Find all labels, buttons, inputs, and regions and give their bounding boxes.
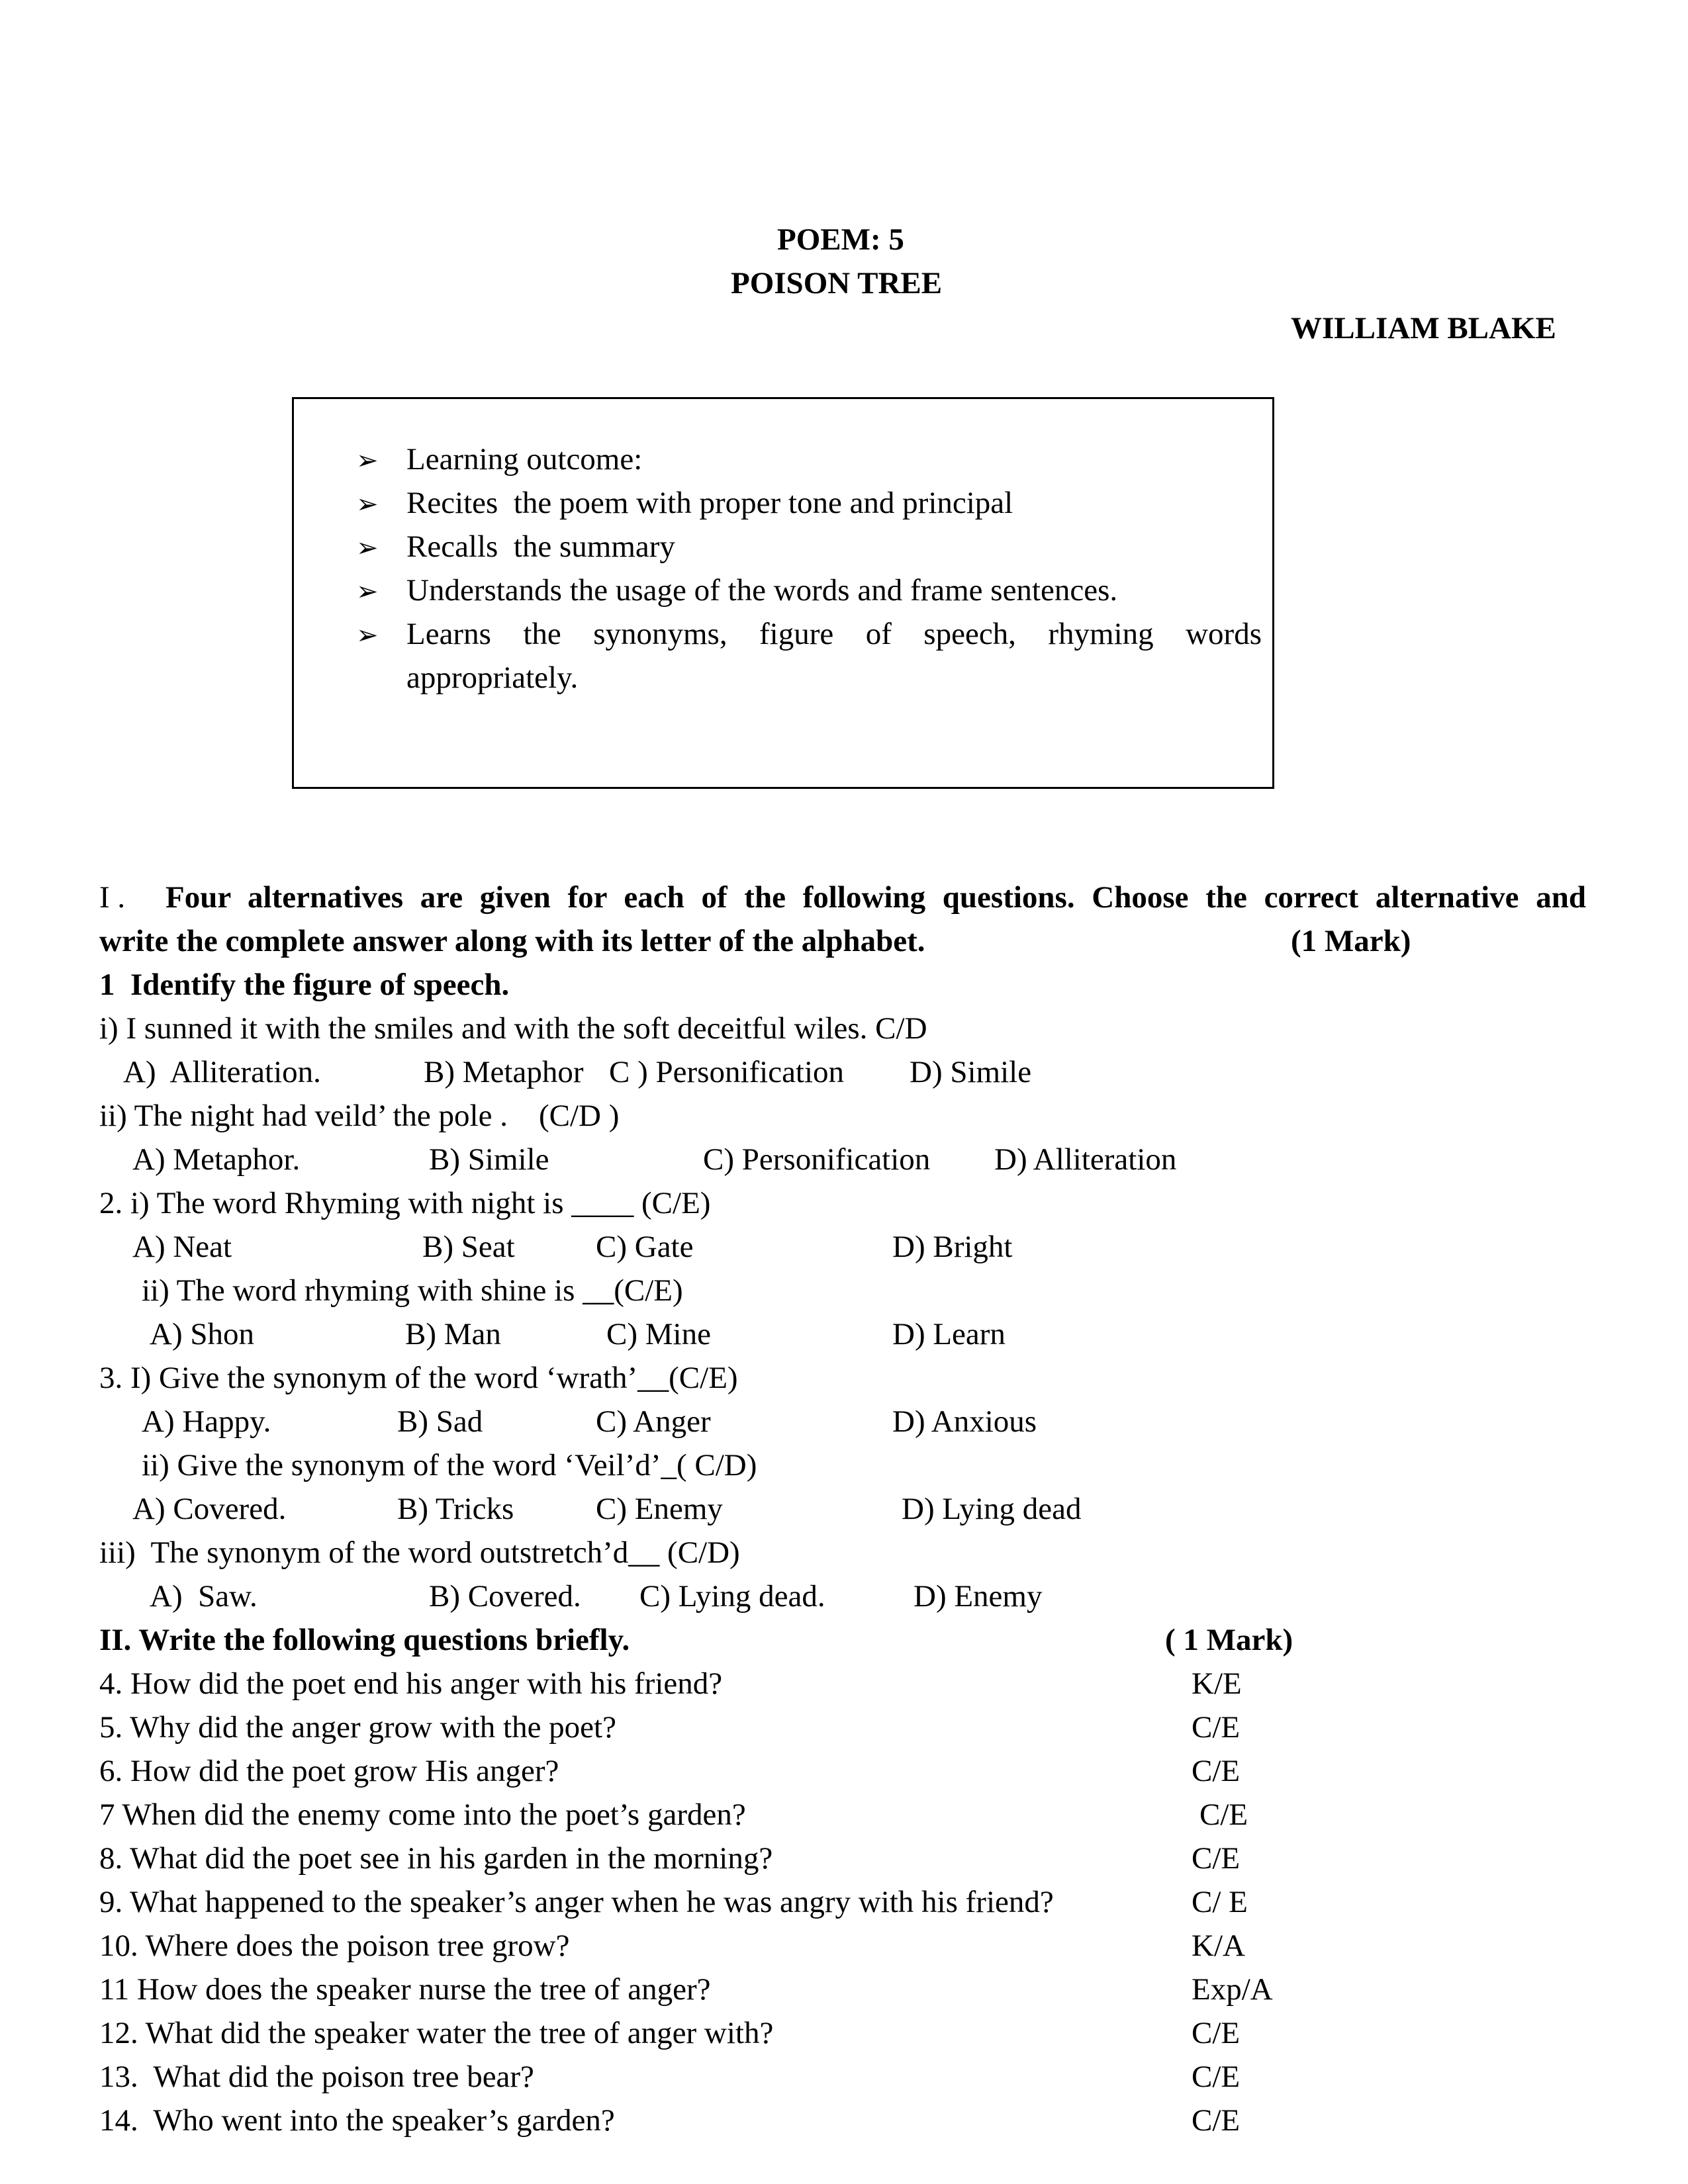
question-text: 7 When did the enemy come into the poet’s garden? bbox=[99, 1797, 746, 1832]
option-d: D) Enemy bbox=[914, 1579, 1043, 1614]
q1ii-text: ii) The night had veild’ the pole . (C/D ) bbox=[99, 1099, 620, 1133]
option-a: A) Neat bbox=[132, 1230, 232, 1264]
section1-numeral: I . bbox=[99, 880, 126, 915]
q2ii-text: ii) The word rhyming with shine is __(C/E) bbox=[142, 1273, 683, 1308]
option-d: D) Alliteration bbox=[994, 1142, 1177, 1177]
option-d: D) Learn bbox=[892, 1317, 1006, 1351]
learning-outcome-item: Recites the poem with proper tone and principal bbox=[406, 486, 1013, 520]
option-d: D) Simile bbox=[910, 1055, 1032, 1089]
learning-outcome-item-continued: appropriately. bbox=[406, 660, 579, 695]
question-code: C/E bbox=[1192, 2016, 1241, 2050]
bullet-arrow-icon: ➢ bbox=[356, 533, 379, 563]
bullet-arrow-icon: ➢ bbox=[356, 445, 379, 475]
q2i-text: 2. i) The word Rhyming with night is ____ (C/E) bbox=[99, 1186, 711, 1220]
question-code: C/E bbox=[1199, 1797, 1248, 1832]
section1-marks: (1 Mark) bbox=[1291, 924, 1411, 958]
section1-instruction-line1: Four alternatives are given for each of the following questions. Choose the correct alternative and bbox=[165, 880, 1586, 915]
q1-heading: 1 Identify the figure of speech. bbox=[99, 968, 510, 1002]
q3i-text: 3. I) Give the synonym of the word ‘wrath’__(C/E) bbox=[99, 1361, 738, 1395]
option-b: B) Metaphor bbox=[424, 1055, 584, 1089]
option-b: B) Simile bbox=[429, 1142, 549, 1177]
question-code: C/E bbox=[1192, 2103, 1241, 2138]
page-title: POISON TREE bbox=[731, 266, 943, 300]
option-c: C) Enemy bbox=[596, 1492, 723, 1526]
q3iii-text: iii) The synonym of the word outstretch’d__ (C/D) bbox=[99, 1535, 740, 1570]
option-c: C) Gate bbox=[596, 1230, 694, 1264]
question-code: C/E bbox=[1192, 1754, 1241, 1788]
section1-instruction-line2: write the complete answer along with its letter of the alphabet. bbox=[99, 924, 925, 958]
question-text: 12. What did the speaker water the tree of anger with? bbox=[99, 2016, 774, 2050]
learning-outcome-item: Learning outcome: bbox=[406, 442, 643, 477]
question-code: K/A bbox=[1192, 1929, 1245, 1963]
learning-outcome-item: Recalls the summary bbox=[406, 529, 675, 564]
question-text: 5. Why did the anger grow with the poet? bbox=[99, 1710, 616, 1745]
option-b: B) Man bbox=[405, 1317, 501, 1351]
option-c: C) Lying dead. bbox=[639, 1579, 825, 1614]
option-b: B) Tricks bbox=[397, 1492, 514, 1526]
option-a: A) Saw. bbox=[150, 1579, 258, 1614]
question-code: C/ E bbox=[1192, 1885, 1248, 1919]
learning-outcome-item: Learns the synonyms, figure of speech, rhyming words bbox=[406, 617, 1262, 651]
question-code: Exp/A bbox=[1192, 1972, 1273, 2007]
option-d: D) Bright bbox=[892, 1230, 1013, 1264]
option-c: C) Anger bbox=[596, 1404, 711, 1439]
question-text: 11 How does the speaker nurse the tree of anger? bbox=[99, 1972, 711, 2007]
bullet-arrow-icon: ➢ bbox=[356, 576, 379, 606]
question-text: 14. Who went into the speaker’s garden? bbox=[99, 2103, 615, 2138]
question-code: C/E bbox=[1192, 1710, 1241, 1745]
option-c: C) Personification bbox=[703, 1142, 931, 1177]
option-d: D) Lying dead bbox=[902, 1492, 1082, 1526]
option-a: A) Alliteration. bbox=[123, 1055, 321, 1089]
option-c: C ) Personification bbox=[609, 1055, 845, 1089]
question-text: 9. What happened to the speaker’s anger when he was angry with his friend? bbox=[99, 1885, 1054, 1919]
section2-marks: ( 1 Mark) bbox=[1165, 1623, 1293, 1657]
section2-heading: II. Write the following questions briefly. bbox=[99, 1623, 630, 1657]
option-a: A) Happy. bbox=[142, 1404, 271, 1439]
question-text: 4. How did the poet end his anger with his friend? bbox=[99, 1666, 723, 1701]
q1i-text: i) I sunned it with the smiles and with the soft deceitful wiles. C/D bbox=[99, 1011, 927, 1046]
option-b: B) Seat bbox=[422, 1230, 515, 1264]
q3ii-text: ii) Give the synonym of the word ‘Veil’d’_( C/D) bbox=[142, 1448, 757, 1482]
question-text: 8. What did the poet see in his garden in the morning? bbox=[99, 1841, 773, 1876]
option-c: C) Mine bbox=[606, 1317, 711, 1351]
bullet-arrow-icon: ➢ bbox=[356, 620, 379, 650]
question-text: 13. What did the poison tree bear? bbox=[99, 2060, 534, 2094]
option-a: A) Covered. bbox=[132, 1492, 287, 1526]
question-text: 6. How did the poet grow His anger? bbox=[99, 1754, 559, 1788]
author-name: WILLIAM BLAKE bbox=[1291, 311, 1556, 345]
option-d: D) Anxious bbox=[892, 1404, 1037, 1439]
question-code: C/E bbox=[1192, 1841, 1241, 1876]
option-a: A) Shon bbox=[150, 1317, 254, 1351]
poem-number: POEM: 5 bbox=[777, 222, 904, 257]
question-code: K/E bbox=[1192, 1666, 1242, 1701]
option-a: A) Metaphor. bbox=[132, 1142, 301, 1177]
bullet-arrow-icon: ➢ bbox=[356, 489, 379, 519]
question-text: 10. Where does the poison tree grow? bbox=[99, 1929, 570, 1963]
option-b: B) Covered. bbox=[429, 1579, 581, 1614]
option-b: B) Sad bbox=[397, 1404, 483, 1439]
question-code: C/E bbox=[1192, 2060, 1241, 2094]
learning-outcome-item: Understands the usage of the words and frame sentences. bbox=[406, 573, 1118, 608]
